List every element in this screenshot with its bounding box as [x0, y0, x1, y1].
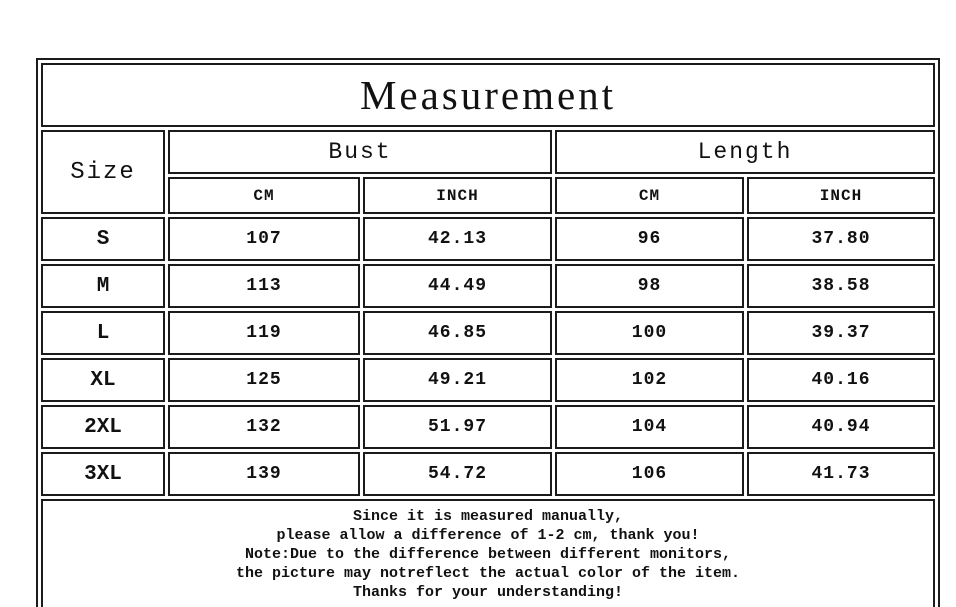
measurement-table: [36, 58, 940, 607]
table-row: [41, 264, 935, 308]
note-line: please allow a difference of 1-2 cm, thank you!: [276, 526, 700, 544]
bust-cm-cell: 132: [168, 405, 360, 449]
bust-inch-cell: 54.72: [363, 452, 552, 496]
size-cell: M: [41, 264, 165, 308]
title-row: [41, 63, 935, 127]
bust-cm-cell: 113: [168, 264, 360, 308]
note-line: Note:Due to the difference between different monitors,: [244, 545, 732, 563]
length-inch-cell: 39.37: [747, 311, 935, 355]
length-cm-cell: 102: [555, 358, 744, 402]
size-cell: S: [41, 217, 165, 261]
column-group-length: Length: [555, 130, 935, 174]
note-line: Since it is measured manually,: [352, 507, 624, 525]
length-cm-cell: 96: [555, 217, 744, 261]
length-inch-cell: 40.16: [747, 358, 935, 402]
bust-inch-cell: 51.97: [363, 405, 552, 449]
length-inch-cell: 37.80: [747, 217, 935, 261]
length-inch-cell: 41.73: [747, 452, 935, 496]
table-row: [41, 311, 935, 355]
column-group-bust: Bust: [168, 130, 552, 174]
bust-inch-cell: 44.49: [363, 264, 552, 308]
bust-inch-cell: 42.13: [363, 217, 552, 261]
size-cell: L: [41, 311, 165, 355]
note-row: [41, 499, 935, 607]
column-header-bust-inch: INCH: [363, 177, 552, 214]
table-row: [41, 405, 935, 449]
bust-cm-cell: 119: [168, 311, 360, 355]
column-header-length-inch: INCH: [747, 177, 935, 214]
note-line: the picture may notreflect the actual color of the item.: [235, 564, 741, 582]
length-cm-cell: 98: [555, 264, 744, 308]
bust-cm-cell: 107: [168, 217, 360, 261]
table-row: [41, 217, 935, 261]
length-inch-cell: 40.94: [747, 405, 935, 449]
bust-cm-cell: 139: [168, 452, 360, 496]
size-cell: 2XL: [41, 405, 165, 449]
length-cm-cell: 100: [555, 311, 744, 355]
bust-inch-cell: 49.21: [363, 358, 552, 402]
table-row: [41, 452, 935, 496]
size-cell: 3XL: [41, 452, 165, 496]
disclaimer-note: [41, 499, 935, 607]
column-header-length-cm: CM: [555, 177, 744, 214]
table-row: [41, 358, 935, 402]
note-line: Thanks for your understanding!: [352, 583, 624, 601]
sub-header-row: [41, 177, 935, 214]
bust-cm-cell: 125: [168, 358, 360, 402]
length-cm-cell: 104: [555, 405, 744, 449]
bust-inch-cell: 46.85: [363, 311, 552, 355]
length-inch-cell: 38.58: [747, 264, 935, 308]
group-header-row: [41, 130, 935, 174]
page-title: Measurement: [41, 63, 935, 127]
column-header-bust-cm: CM: [168, 177, 360, 214]
size-cell: XL: [41, 358, 165, 402]
length-cm-cell: 106: [555, 452, 744, 496]
column-header-size: Size: [41, 130, 165, 214]
